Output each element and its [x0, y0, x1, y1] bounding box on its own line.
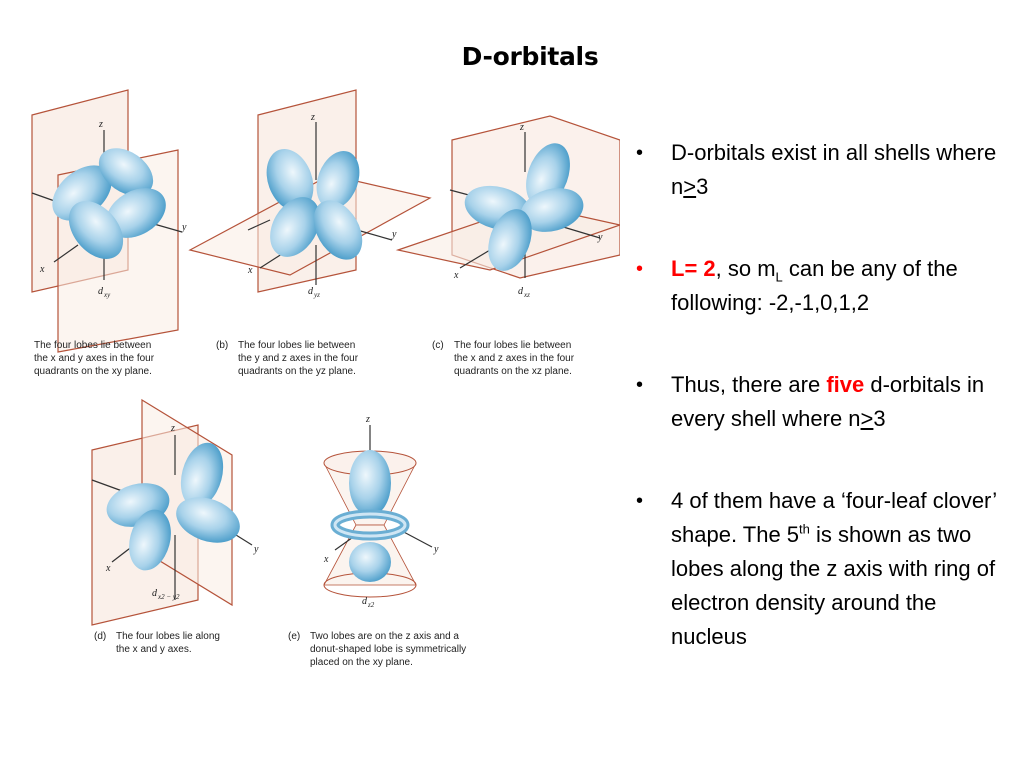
- axis-z-label: z: [99, 119, 103, 130]
- axis-x-label: x: [248, 265, 253, 276]
- axis-x-label: x: [454, 270, 459, 281]
- orbital-label: d: [98, 286, 103, 297]
- orbital-subscript: xz: [524, 291, 530, 299]
- bullet-shells: • D-orbitals exist in all shells where n>3: [636, 140, 997, 199]
- axis-y-label: y: [182, 222, 187, 233]
- bullet-five-orbitals: • Thus, there are five d-orbitals in every shell where n>3: [636, 372, 985, 431]
- orbital-label: d: [308, 286, 313, 297]
- caption-a: The four lobes lie between the x and y axes in the four quadrants on the xy plane.: [34, 340, 155, 377]
- orbital-label: d: [362, 596, 367, 607]
- panel-dyz: [190, 90, 430, 299]
- bullet-list: [636, 136, 1016, 702]
- panel-dz2: [323, 414, 439, 609]
- axis-z-label: z: [520, 122, 524, 133]
- axis-x-label: x: [324, 554, 329, 565]
- d-orbitals-figure: z y x d xy z y x d yz z y x d xz z y x d x2 − y2 z y x d z2 The four lobes lie between the x and y axes in the four quadrants on the xy plane. (b) The four lobes lie between the y and z axes in the four quadrants on the yz plane. (c) The four lobes lie between the x and z axes in the four quadrants on the xz plane. (d) The four lobes lie along the x and y axes. (e) Two lobes are on the z axis and a donut-shaped lobe is symmetrically placed on the xy plane.: [20, 80, 620, 680]
- orbital-subscript: x2 − y2: [158, 593, 180, 601]
- bullet-ml-values: • L= 2, so $m_L$ can be any of the following: -2,-1,0,1,2: [636, 256, 958, 315]
- orbital-subscript: xy: [104, 291, 111, 299]
- axis-y-label: y: [434, 544, 439, 555]
- panel-dxy: [32, 90, 187, 352]
- orbital-subscript: z2: [368, 601, 375, 609]
- axis-z-label: z: [171, 423, 175, 434]
- orbital-diagrams: [20, 80, 620, 680]
- orbital-label: d: [152, 588, 157, 599]
- axis-z-label: z: [366, 414, 370, 425]
- axis-y-label: y: [392, 229, 397, 240]
- axis-y-label: y: [254, 544, 259, 555]
- axis-y-label: y: [598, 232, 603, 243]
- orbital-label: d: [518, 286, 523, 297]
- page-title: D-orbitals: [461, 42, 599, 71]
- orbital-subscript: yz: [314, 291, 320, 299]
- axis-x-label: x: [40, 264, 45, 275]
- panel-dxz: [398, 116, 620, 299]
- axis-x-label: x: [106, 563, 111, 574]
- bullet-shapes: • 4 of them have a ‘four-leaf clover’ shape. The 5th is shown as two lobes along the z axis with ring of electron density around the nucleus: [636, 488, 997, 649]
- panel-dx2-y2: [92, 400, 259, 625]
- axis-z-label: z: [311, 112, 315, 123]
